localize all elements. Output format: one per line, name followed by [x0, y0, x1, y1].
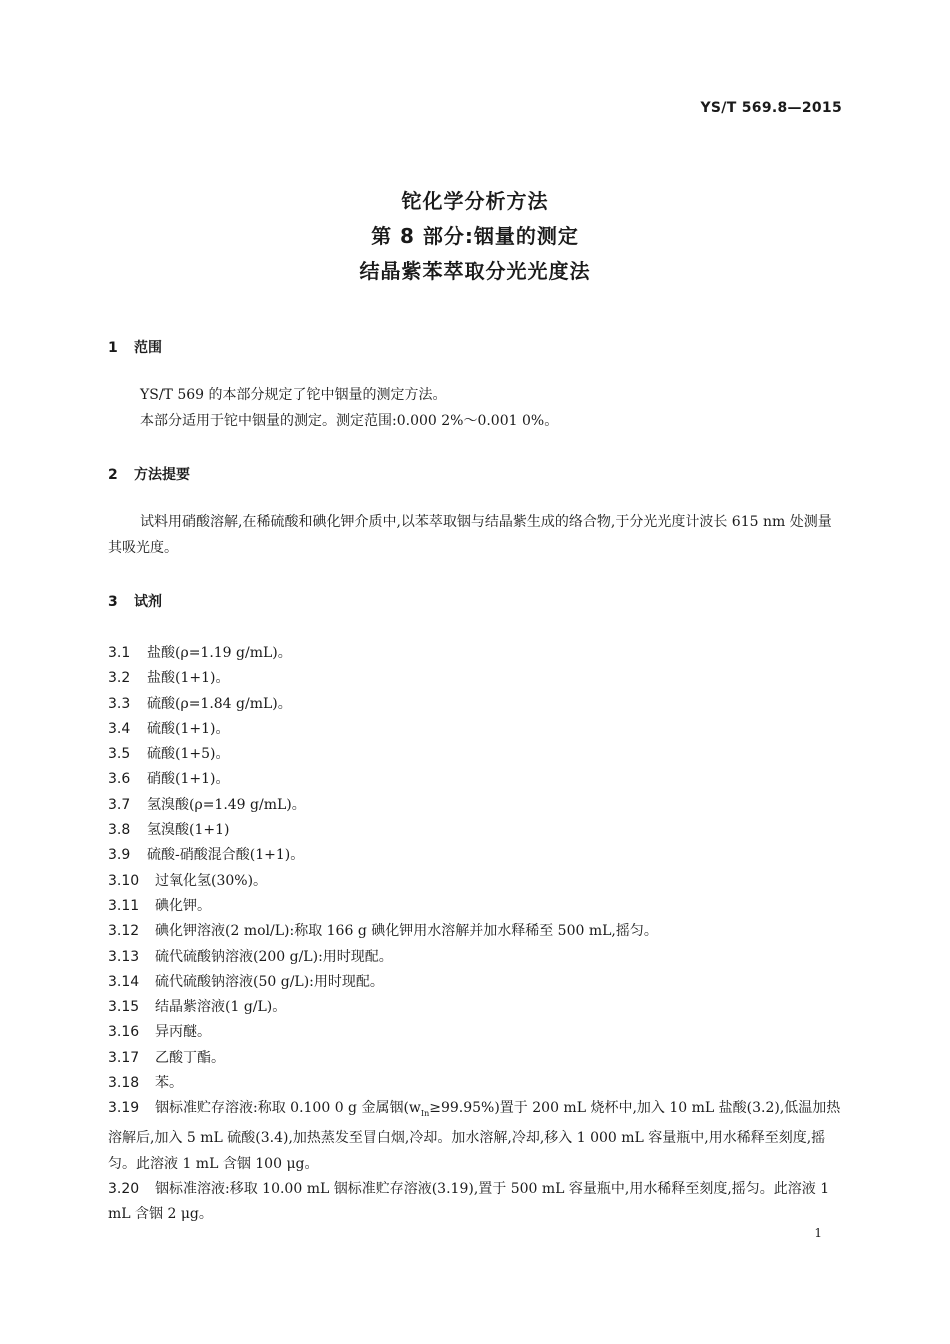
principle-paragraph: 试料用硝酸溶解,在稀硫酸和碘化钾介质中,以苯萃取铟与结晶紫生成的络合物,于分光光度计波长 615 nm 处测量其吸光度。 [108, 514, 832, 556]
item-number: 3.7 [108, 796, 131, 813]
item-number: 3.19 [108, 1100, 140, 1117]
list-item [108, 894, 842, 919]
item-text: 硫酸(1+5)。 [147, 746, 230, 763]
item-text: 氢溴酸(1+1) [147, 822, 230, 839]
list-item [108, 843, 842, 868]
section-number: 1 [108, 340, 118, 356]
page-number: 1 [814, 1226, 822, 1240]
scope-paragraph-2: 本部分适用于铊中铟量的测定。测定范围:0.000 2%～0.001 0%。 [140, 413, 559, 429]
item-number: 3.3 [108, 695, 131, 712]
list-item [108, 1020, 842, 1045]
item-number: 3.10 [108, 872, 140, 889]
item-text: 过氧化氢(30%)。 [155, 872, 268, 889]
section-heading-principle [108, 464, 190, 484]
item-text: 氢溴酸(ρ=1.49 g/mL)。 [147, 796, 306, 813]
item-text: 硫酸-硝酸混合酸(1+1)。 [147, 847, 305, 864]
item-text: 碘化钾。 [155, 897, 211, 914]
item-text: 结晶紫溶液(1 g/L)。 [155, 999, 287, 1016]
list-item-indium-standard-solution [108, 1177, 842, 1228]
list-item-indium-stock-solution [108, 1096, 842, 1177]
section-title: 范围 [134, 340, 162, 356]
item-number: 3.5 [108, 746, 131, 763]
item-number: 3.13 [108, 948, 140, 965]
item-number: 3.8 [108, 822, 131, 839]
section-heading-scope [108, 337, 162, 357]
item-number: 3.16 [108, 1024, 140, 1041]
list-item [108, 742, 842, 767]
list-item [108, 717, 842, 742]
item-text: 盐酸(ρ=1.19 g/mL)。 [147, 645, 292, 661]
list-item [108, 767, 842, 792]
item-number: 3.11 [108, 897, 140, 914]
item-number: 3.1 [108, 645, 131, 661]
document-title-line3: 结晶紫苯萃取分光光度法 [359, 259, 591, 283]
list-item [108, 945, 842, 970]
section-number: 3 [108, 594, 118, 610]
item-number: 3.15 [108, 999, 140, 1016]
item-text: 乙酸丁酯。 [155, 1049, 225, 1066]
item-number: 3.18 [108, 1075, 140, 1092]
item-text: 碘化钾溶液(2 mol/L):称取 166 g 碘化钾用水溶解并加水释稀至 500 mL,摇匀。 [155, 923, 658, 940]
standard-code: YS/T 569.8—2015 [700, 100, 842, 116]
item-text: 硝酸(1+1)。 [147, 771, 230, 788]
item-text: 异丙醚。 [155, 1024, 211, 1041]
list-item [108, 869, 842, 894]
item-text: 盐酸(1+1)。 [147, 670, 230, 687]
list-item [108, 641, 842, 666]
item-number: 3.6 [108, 771, 131, 788]
item-number: 3.17 [108, 1049, 140, 1066]
document-title-line1: 铊化学分析方法 [401, 189, 549, 213]
item-number: 3.12 [108, 923, 140, 940]
item-text: 硫酸(ρ=1.84 g/mL)。 [147, 695, 292, 712]
item-number: 3.4 [108, 720, 131, 737]
list-item [108, 1071, 842, 1096]
item-text: 硫代硫酸钠溶液(50 g/L):用时现配。 [155, 973, 384, 990]
item-text-continued: ≥99.95%)置于 200 mL 烧杯中,加入 10 mL 盐酸(3.2),低温加热溶解后,加入 5 mL 硫酸(3.4),加热蒸发至冒白烟,冷却。加水溶解,冷却,移入 1 000 mL 容量瓶中,用水稀释至刻度,摇匀。此溶液 1 mL 含铟 100 μg。 [108, 1100, 841, 1172]
item-number: 3.14 [108, 973, 140, 990]
list-item [108, 919, 842, 944]
list-item [108, 793, 842, 818]
section-heading-reagents [108, 591, 162, 611]
document-title-line2: 第 8 部分:铟量的测定 [371, 224, 579, 248]
reagent-list [108, 641, 842, 1228]
list-item [108, 995, 842, 1020]
item-text: 硫代硫酸钠溶液(200 g/L):用时现配。 [155, 948, 393, 965]
item-number: 3.9 [108, 847, 131, 864]
list-item [108, 818, 842, 843]
item-number: 3.20 [108, 1181, 140, 1198]
section-title: 试剂 [134, 594, 162, 610]
section-number: 2 [108, 467, 118, 483]
list-item [108, 1046, 842, 1071]
list-item [108, 970, 842, 995]
item-text: 硫酸(1+1)。 [147, 720, 230, 737]
item-text: 苯。 [155, 1075, 183, 1092]
item-text: 铟标准溶液:移取 10.00 mL 铟标准贮存溶液(3.19),置于 500 mL 容量瓶中,用水稀释至刻度,摇匀。此溶液 1 mL 含铟 2 μg。 [108, 1181, 830, 1223]
item-number: 3.2 [108, 670, 131, 687]
scope-paragraph-1: YS/T 569 的本部分规定了铊中铟量的测定方法。 [140, 387, 447, 403]
section-title: 方法提要 [134, 467, 190, 483]
list-item [108, 666, 842, 691]
list-item [108, 692, 842, 717]
subscript-in: In [420, 1109, 430, 1119]
item-text: 铟标准贮存溶液:称取 0.100 0 g 金属铟(w [155, 1100, 421, 1117]
